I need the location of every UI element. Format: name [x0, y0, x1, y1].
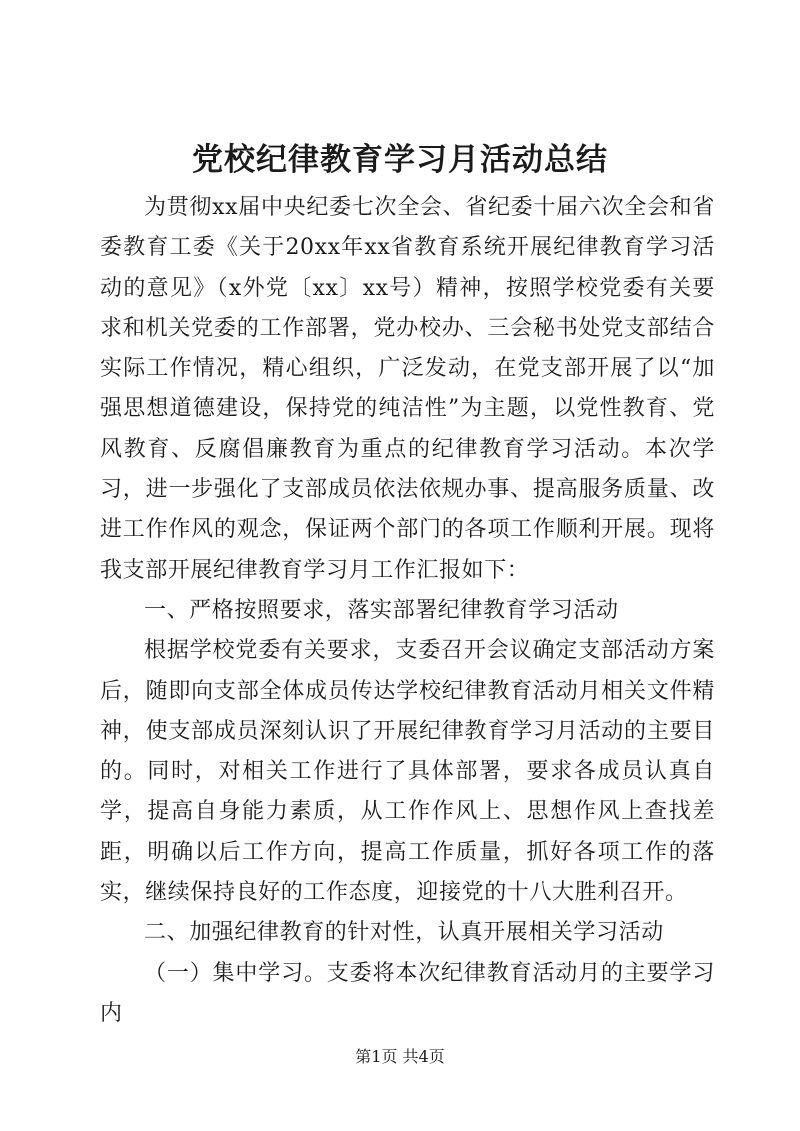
document-body: [100, 188, 715, 1034]
document-title: 党校纪律教育学习月活动总结: [192, 142, 608, 178]
section-2-paragraph: （一）集中学习。支委将本次纪律教育活动月的主要学习内: [100, 960, 715, 1026]
page-number-footer: 第1页 共4页: [355, 1047, 445, 1066]
intro-paragraph: 为贯彻xx届中央纪委七次全会、省纪委十届六次全会和省委教育工委《关于20xx年xx省教育系统开展纪律教育学习活动的意见》（x外党〔xx〕xx号）精神，按照学校党委有关要求和机关党委的工作部署，党办校办、三会秘书处党支部结合实际工作情况，精心组织，广泛发动，在党支部开展了以“加强思想道德建设，保持党的纯洁性”为主题，以党性教育、党风教育、反腐倡廉教育为重点的纪律教育学习活动。本次学习，进一步强化了支部成员依法依规办事、提高服务质量、改进工作作风的观念，保证两个部门的各项工作顺利开展。现将我支部开展纪律教育学习月工作汇报如下：: [100, 195, 715, 583]
section-heading-2: 二、加强纪律教育的针对性，认真开展相关学习活动: [144, 920, 664, 946]
section-heading-1: 一、严格按照要求，落实部署纪律教育学习活动: [144, 597, 619, 623]
section-1-paragraph: 根据学校党委有关要求，支委召开会议确定支部活动方案后，随即向支部全体成员传达学校纪律教育活动月相关文件精神，使支部成员深刻认识了开展纪律教育学习月活动的主要目的。同时，对相关工作进行了具体部署，要求各成员认真自学，提高自身能力素质，从工作作风上、思想作风上查找差距，明确以后工作方向，提高工作质量，抓好各项工作的落实，继续保持良好的工作态度，迎接党的十八大胜利召开。: [100, 638, 715, 906]
